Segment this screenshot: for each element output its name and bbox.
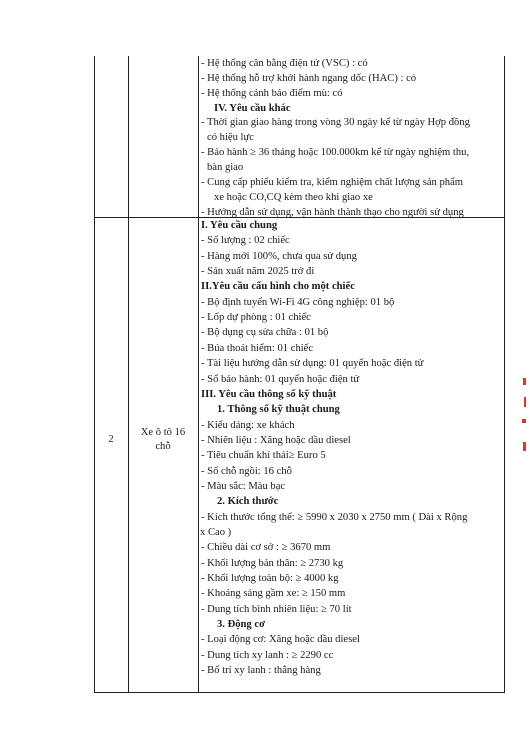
table-border-right: [504, 56, 505, 693]
row1-line: - Hướng dẫn sử dụng, vận hành thành thạo cho người sử dụng: [201, 206, 464, 218]
row2-line: - Dung tích bình nhiên liệu: ≥ 70 lít: [201, 603, 352, 615]
row2-line: - Tiêu chuẩn khí thải≥ Euro 5: [201, 450, 326, 462]
row2-line: - Khối lượng bản thân: ≥ 2730 kg: [201, 557, 344, 569]
row2-line: - Bố trí xy lanh : thẳng hàng: [201, 665, 321, 677]
row1-line: xe hoặc CO,CQ kèm theo khi giao xe: [214, 191, 373, 203]
row2-line: - Kiểu dáng: xe khách: [201, 419, 295, 431]
table-border-bottom: [94, 692, 505, 693]
row1-line: - Hệ thống cảnh báo điểm mù: có: [201, 87, 343, 99]
row2-line: - Khoảng sáng gầm xe: ≥ 150 mm: [201, 588, 346, 600]
row2-item-name-line1: Xe ô tô 16: [140, 427, 186, 438]
row2-line: - Màu sắc: Màu bạc: [201, 480, 286, 492]
row2-line: I. Yêu cầu chung: [201, 220, 278, 231]
row2-stt: 2: [108, 434, 114, 445]
row2-line: - Nhiên liệu : Xăng hoặc dầu diesel: [201, 434, 351, 446]
row2-line: 3. Động cơ: [217, 619, 265, 631]
row2-line: - Sản xuất năm 2025 trở đi: [201, 266, 315, 278]
row2-line: 2. Kích thước: [217, 496, 279, 508]
row1-line: - Bảo hành ≥ 36 tháng hoặc 100.000km kể từ ngày nghiệm thu,: [201, 147, 470, 159]
row2-line: - Chiều dài cơ sở : ≥ 3670 mm: [201, 542, 331, 554]
row2-line: - Số chỗ ngồi: 16 chỗ: [201, 465, 292, 477]
row2-line: - Bộ dụng cụ sửa chữa : 01 bộ: [201, 327, 329, 339]
table-divider-stt: [128, 56, 129, 693]
table-border-left: [94, 56, 95, 693]
row2-line: - Búa thoát hiểm: 01 chiếc: [201, 342, 314, 354]
row1-line: IV. Yêu cầu khác: [214, 102, 291, 114]
row1-line: có hiệu lực: [207, 132, 254, 144]
row2-line: x Cao ): [200, 527, 232, 538]
row2-line: - Kích thước tổng thể: ≥ 5990 x 2030 x 2750 mm ( Dài x Rộng: [201, 511, 468, 523]
row2-line: - Sổ bảo hành: 01 quyển hoặc điện tử: [201, 373, 360, 385]
row1-line: - Thời gian giao hàng trong vòng 30 ngày kể từ ngày Hợp đồng: [201, 117, 470, 129]
row2-line: - Hàng mới 100%, chưa qua sử dụng: [201, 250, 357, 262]
row2-line: II.Yêu cầu cấu hình cho một chiếc: [201, 281, 355, 293]
row1-line: - Hệ thống cân bằng điện tử (VSC) : có: [201, 58, 368, 69]
row2-line: III. Yêu cầu thông số kỹ thuật: [201, 388, 337, 400]
row2-line: - Loại động cơ: Xăng hoặc dầu diesel: [201, 634, 360, 646]
table-divider-name: [198, 56, 199, 693]
row2-line: - Lốp dự phòng : 01 chiếc: [201, 312, 311, 324]
row1-line: bàn giao: [207, 161, 244, 173]
row2-line: - Tài liệu hướng dẫn sử dụng: 01 quyển hoặc điện tử: [201, 358, 424, 370]
row2-item-name: [128, 426, 198, 454]
row1-line: - Cung cấp phiếu kiểm tra, kiểm nghiệm chất lượng sản phẩm: [201, 176, 463, 188]
row2-line: 1. Thông số kỹ thuật chung: [217, 404, 340, 416]
row2-line: - Bộ định tuyến Wi-Fi 4G công nghiệp: 01 bộ: [201, 296, 395, 308]
row2-line: - Khối lượng toàn bộ: ≥ 4000 kg: [201, 573, 339, 585]
row2-line: - Dung tích xy lanh : ≥ 2290 cc: [201, 649, 334, 661]
row2-line: - Số lượng : 02 chiếc: [201, 235, 290, 247]
row1-line: - Hệ thống hỗ trợ khởi hành ngang dốc (HAC) : có: [201, 72, 417, 84]
row2-item-name-line2: chỗ: [155, 441, 171, 452]
